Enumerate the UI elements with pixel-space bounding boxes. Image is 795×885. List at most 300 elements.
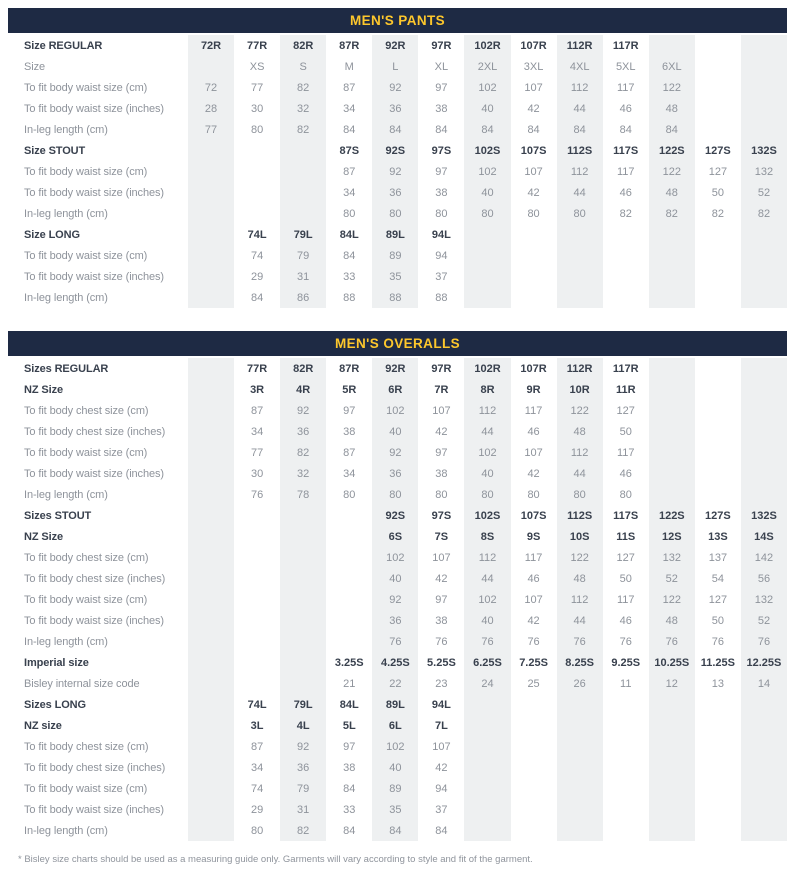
size-cell: 29 — [250, 803, 264, 816]
size-cell — [511, 778, 557, 799]
size-cell: 122 — [557, 400, 603, 421]
size-cell: 14S — [741, 526, 787, 547]
size-cell — [603, 287, 649, 308]
size-cell: 97 — [435, 81, 448, 94]
size-cell: 6XL — [649, 56, 695, 77]
table-row — [8, 778, 787, 799]
size-cell: 87 — [250, 404, 264, 417]
size-cell — [234, 526, 280, 547]
size-cell — [188, 631, 234, 652]
size-cell: 14 — [741, 673, 787, 694]
size-cell: 42 — [527, 467, 540, 480]
size-cell — [188, 736, 234, 757]
size-cell — [741, 421, 787, 442]
size-cell — [326, 568, 372, 589]
size-cell: 52 — [741, 610, 787, 631]
size-cell: 76 — [557, 631, 603, 652]
size-cell — [234, 505, 280, 526]
size-cell: 107 — [432, 551, 451, 564]
size-cell: 3XL — [523, 60, 544, 73]
size-cell: 84 — [527, 123, 540, 136]
size-cell — [188, 526, 234, 547]
size-cell: 7L — [434, 719, 448, 732]
size-cell: 107 — [524, 446, 543, 459]
size-cell — [188, 442, 234, 463]
size-cell — [464, 778, 510, 799]
row-label: Size REGULAR — [24, 39, 103, 52]
size-cell — [695, 694, 741, 715]
size-cell — [695, 484, 741, 505]
size-cell: 86 — [280, 287, 326, 308]
size-cell — [464, 736, 510, 757]
size-cell: 34 — [343, 467, 356, 480]
size-cell: 4XL — [557, 56, 603, 77]
size-cell: 34 — [250, 425, 264, 438]
row-label: To fit body waist size (cm) — [24, 782, 148, 795]
size-cell: 117 — [616, 165, 635, 178]
row-label: To fit body chest size (cm) — [24, 740, 149, 753]
size-cell: 92R — [372, 358, 418, 379]
size-cell: 11.25S — [700, 656, 736, 669]
size-cell: XS — [249, 60, 265, 73]
size-cell: 97 — [343, 740, 356, 753]
size-cell: 46 — [527, 425, 540, 438]
size-cell — [326, 610, 372, 631]
size-cell: 122S — [649, 140, 695, 161]
size-cell: 48 — [557, 568, 603, 589]
size-cell — [695, 119, 741, 140]
size-cell: 80 — [372, 203, 418, 224]
size-cell: 112S — [557, 505, 603, 526]
size-cell — [695, 98, 741, 119]
size-cell: 24 — [464, 673, 510, 694]
size-cell: 82R — [280, 35, 326, 56]
size-cell: 89L — [372, 224, 418, 245]
size-cell: 97 — [435, 446, 448, 459]
footnote: * Bisley size charts should be used as a measuring guide only. Garments will vary according to style and fit of the garment. — [18, 854, 533, 865]
size-cell: 82R — [280, 358, 326, 379]
table-row — [8, 77, 787, 98]
size-cell — [557, 287, 603, 308]
size-cell: 6S — [372, 526, 418, 547]
size-cell: 13 — [711, 677, 724, 690]
size-cell — [649, 266, 695, 287]
size-cell — [695, 266, 741, 287]
size-cell: 82 — [711, 207, 724, 220]
table-row — [8, 161, 787, 182]
size-cell: 2XL — [464, 56, 510, 77]
row-label: To fit body waist size (inches) — [24, 270, 164, 283]
table-row — [8, 98, 787, 119]
table-row — [8, 379, 787, 400]
size-cell — [511, 736, 557, 757]
size-cell — [511, 266, 557, 287]
size-cell — [695, 715, 741, 736]
size-cell — [649, 400, 695, 421]
size-cell: 102 — [464, 589, 510, 610]
size-cell — [234, 547, 280, 568]
size-cell: 117 — [524, 551, 543, 564]
size-cell: 97S — [431, 509, 452, 522]
size-cell: 33 — [343, 803, 356, 816]
size-cell — [326, 505, 372, 526]
size-cell: 76 — [527, 635, 540, 648]
size-cell: 84L — [339, 228, 359, 241]
table-row — [8, 203, 787, 224]
table-title-text: MEN'S PANTS — [349, 13, 446, 28]
size-cell — [188, 203, 234, 224]
size-cell — [649, 224, 695, 245]
size-cell: 32 — [280, 98, 326, 119]
size-cell — [188, 182, 234, 203]
size-cell — [234, 140, 280, 161]
size-cell — [649, 245, 695, 266]
size-cell: 34 — [343, 102, 356, 115]
size-cell: 50 — [711, 614, 724, 627]
size-cell: 80 — [372, 484, 418, 505]
size-cell — [188, 652, 234, 673]
size-cell — [695, 287, 741, 308]
table-row — [8, 463, 787, 484]
size-cell: 117 — [616, 81, 635, 94]
size-cell: 76 — [711, 635, 724, 648]
size-cell — [695, 736, 741, 757]
table-row — [8, 799, 787, 820]
table-row — [8, 119, 787, 140]
size-cell: 82 — [649, 203, 695, 224]
size-cell — [603, 799, 649, 820]
size-cell — [649, 694, 695, 715]
size-cell — [511, 245, 557, 266]
size-cell: 112R — [557, 35, 603, 56]
table-row — [8, 715, 787, 736]
size-cell: 122 — [649, 161, 695, 182]
size-cell: 84 — [250, 291, 264, 304]
size-cell: 97 — [435, 593, 448, 606]
size-cell — [188, 161, 234, 182]
size-cell: 79 — [280, 245, 326, 266]
size-cell — [511, 287, 557, 308]
row-label: Size LONG — [24, 228, 80, 241]
size-cell: 84 — [464, 119, 510, 140]
size-cell: 74 — [250, 249, 264, 262]
row-label: Bisley internal size code — [24, 677, 140, 690]
size-cell — [741, 715, 787, 736]
size-cell: 52 — [649, 568, 695, 589]
size-cell — [280, 610, 326, 631]
size-cell: 74 — [250, 782, 264, 795]
size-cell — [188, 715, 234, 736]
size-cell — [188, 547, 234, 568]
size-cell — [557, 757, 603, 778]
row-label: Sizes LONG — [24, 698, 86, 711]
row-label: To fit body waist size (cm) — [24, 249, 148, 262]
size-cell — [188, 568, 234, 589]
size-cell: 87 — [343, 165, 356, 178]
size-cell: 42 — [527, 186, 540, 199]
size-cell — [603, 694, 649, 715]
size-cell: 80 — [464, 484, 510, 505]
size-cell: 12 — [649, 673, 695, 694]
size-cell: 31 — [280, 799, 326, 820]
size-cell — [695, 56, 741, 77]
size-cell: 92 — [280, 400, 326, 421]
size-cell: 82 — [280, 119, 326, 140]
row-label: NZ Size — [24, 530, 64, 543]
size-cell: 38 — [435, 614, 448, 627]
size-cell — [511, 820, 557, 841]
size-cell — [695, 799, 741, 820]
size-cell: 37 — [435, 803, 448, 816]
size-cell: 80 — [464, 203, 510, 224]
row-label: To fit body waist size (cm) — [24, 593, 148, 606]
size-cell: 102R — [464, 35, 510, 56]
size-cell: 31 — [280, 266, 326, 287]
size-cell — [603, 245, 649, 266]
size-cell: 117 — [524, 404, 543, 417]
size-cell: 80 — [250, 824, 264, 837]
size-cell — [326, 547, 372, 568]
size-cell: 107R — [520, 39, 547, 52]
size-cell — [511, 757, 557, 778]
table-row — [8, 610, 787, 631]
size-cell: 28 — [188, 98, 234, 119]
table-row — [8, 631, 787, 652]
size-cell — [280, 505, 326, 526]
size-cell — [188, 266, 234, 287]
size-cell: 34 — [250, 761, 264, 774]
size-cell: 92 — [372, 442, 418, 463]
size-cell — [511, 694, 557, 715]
size-cell — [188, 287, 234, 308]
size-cell — [234, 203, 280, 224]
row-label: To fit body waist size (cm) — [24, 81, 148, 94]
size-cell: 22 — [372, 673, 418, 694]
size-cell: 84 — [343, 249, 356, 262]
size-cell: 84 — [343, 782, 356, 795]
size-cell: 36 — [280, 421, 326, 442]
size-cell — [649, 484, 695, 505]
size-cell: 42 — [527, 614, 540, 627]
table-row — [8, 266, 787, 287]
size-cell — [326, 631, 372, 652]
size-cell — [280, 547, 326, 568]
size-cell — [557, 799, 603, 820]
size-cell: 127 — [616, 404, 635, 417]
size-cell — [695, 77, 741, 98]
size-cell: 92 — [372, 161, 418, 182]
size-cell: 7R — [434, 383, 449, 396]
row-label: NZ size — [24, 719, 62, 732]
size-cell: XL — [434, 60, 449, 73]
table-row — [8, 182, 787, 203]
size-cell — [741, 442, 787, 463]
size-cell: 97R — [431, 39, 452, 52]
size-cell — [741, 119, 787, 140]
size-cell — [695, 245, 741, 266]
size-cell: 102 — [464, 442, 510, 463]
size-cell — [741, 757, 787, 778]
size-cell — [557, 224, 603, 245]
size-cell — [464, 799, 510, 820]
size-cell: 50 — [619, 425, 632, 438]
size-cell: 10.25S — [649, 652, 695, 673]
size-cell — [695, 463, 741, 484]
size-cell: 84 — [649, 119, 695, 140]
size-cell: 10R — [557, 379, 603, 400]
size-cell: 77 — [250, 446, 264, 459]
row-label: To fit body waist size (inches) — [24, 102, 164, 115]
size-cell — [557, 820, 603, 841]
size-cell: 36 — [372, 463, 418, 484]
size-cell: 12.25S — [741, 652, 787, 673]
size-cell: 50 — [619, 572, 632, 585]
size-cell: 50 — [711, 186, 724, 199]
size-cell — [649, 715, 695, 736]
size-cell: 46 — [619, 102, 632, 115]
size-cell — [695, 35, 741, 56]
row-label: Imperial size — [24, 656, 89, 669]
size-cell — [188, 400, 234, 421]
row-label: In-leg length (cm) — [24, 207, 108, 220]
size-cell: 7.25S — [519, 656, 548, 669]
size-cell: 80 — [527, 207, 540, 220]
size-cell: 82 — [280, 820, 326, 841]
size-cell: 42 — [435, 761, 448, 774]
size-cell — [603, 736, 649, 757]
size-cell: 84 — [435, 123, 448, 136]
size-cell — [741, 463, 787, 484]
size-cell — [649, 778, 695, 799]
size-cell: 107 — [524, 593, 543, 606]
size-cell: 80 — [527, 488, 540, 501]
size-cell — [649, 358, 695, 379]
size-cell: 117 — [616, 593, 635, 606]
size-cell: 89 — [372, 778, 418, 799]
size-cell: 112 — [464, 547, 510, 568]
size-cell: 29 — [250, 270, 264, 283]
size-cell: 80 — [343, 207, 356, 220]
table-row — [8, 358, 787, 379]
size-cell: 112 — [464, 400, 510, 421]
size-cell — [649, 799, 695, 820]
size-cell: 40 — [464, 610, 510, 631]
size-cell — [234, 182, 280, 203]
mens-overalls-table — [8, 331, 787, 841]
size-cell: 102R — [464, 358, 510, 379]
size-cell: 3R — [250, 383, 265, 396]
size-cell — [234, 652, 280, 673]
size-cell: 30 — [250, 467, 264, 480]
size-cell: 46 — [619, 614, 632, 627]
size-cell: 44 — [557, 610, 603, 631]
size-cell: 8.25S — [557, 652, 603, 673]
table-row — [8, 547, 787, 568]
size-cell: 36 — [372, 610, 418, 631]
size-cell: 127S — [705, 144, 731, 157]
size-cell: 94 — [435, 249, 448, 262]
size-cell: 5R — [342, 383, 357, 396]
size-cell: 77 — [250, 81, 264, 94]
size-cell — [557, 736, 603, 757]
size-cell: 76 — [372, 631, 418, 652]
size-cell: 44 — [557, 98, 603, 119]
size-cell: 38 — [343, 761, 356, 774]
size-cell: 25 — [527, 677, 540, 690]
table-row — [8, 652, 787, 673]
size-cell: 6R — [372, 379, 418, 400]
size-cell — [188, 140, 234, 161]
table-row — [8, 140, 787, 161]
size-cell: 40 — [464, 98, 510, 119]
row-label: To fit body waist size (inches) — [24, 186, 164, 199]
size-cell — [280, 203, 326, 224]
size-cell: 42 — [527, 102, 540, 115]
size-cell — [188, 379, 234, 400]
size-cell — [741, 358, 787, 379]
size-cell: 35 — [372, 799, 418, 820]
size-cell: M — [344, 60, 354, 73]
size-cell: 107R — [520, 362, 547, 375]
mens-pants-table — [8, 8, 787, 308]
size-cell — [649, 757, 695, 778]
size-cell: 23 — [435, 677, 448, 690]
size-cell: 88 — [343, 291, 356, 304]
size-cell: 8S — [464, 526, 510, 547]
row-label: In-leg length (cm) — [24, 488, 108, 501]
size-cell: 38 — [435, 186, 448, 199]
row-label: In-leg length (cm) — [24, 824, 108, 837]
size-cell: 112R — [557, 358, 603, 379]
row-label: To fit body chest size (cm) — [24, 551, 149, 564]
size-cell: 76 — [649, 631, 695, 652]
size-cell: 11R — [615, 383, 636, 396]
size-cell — [603, 715, 649, 736]
size-cell — [188, 245, 234, 266]
size-cell — [280, 673, 326, 694]
size-cell: 127 — [616, 551, 635, 564]
size-cell: 97 — [435, 165, 448, 178]
size-cell: 79 — [280, 778, 326, 799]
size-cell — [741, 287, 787, 308]
size-cell: 92 — [372, 77, 418, 98]
table-row — [8, 484, 787, 505]
size-cell — [188, 463, 234, 484]
table-row — [8, 421, 787, 442]
mens-overalls-table-body — [8, 358, 787, 841]
size-cell — [464, 266, 510, 287]
size-cell — [326, 589, 372, 610]
size-cell — [649, 442, 695, 463]
size-cell: 46 — [619, 186, 632, 199]
size-cell — [741, 694, 787, 715]
size-cell: 4R — [280, 379, 326, 400]
size-cell: 117S — [613, 144, 639, 157]
size-cell — [234, 673, 280, 694]
size-cell — [188, 778, 234, 799]
size-cell — [603, 266, 649, 287]
row-label: To fit body waist size (cm) — [24, 165, 148, 178]
size-cell — [557, 694, 603, 715]
size-cell: 76 — [250, 488, 264, 501]
size-cell: 13S — [708, 530, 728, 543]
row-label: Sizes REGULAR — [24, 362, 109, 375]
size-cell — [741, 98, 787, 119]
size-cell: 40 — [372, 757, 418, 778]
size-cell — [464, 224, 510, 245]
size-cell: 127 — [708, 165, 728, 178]
size-cell: 11 — [620, 677, 632, 690]
